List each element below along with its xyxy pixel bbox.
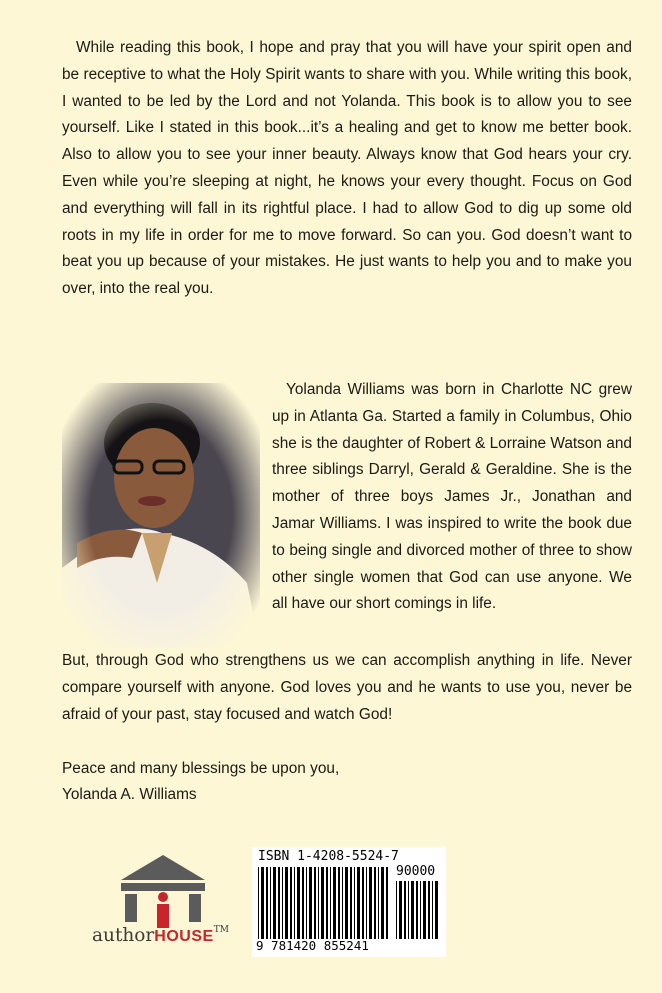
- publisher-name-author: author: [92, 925, 155, 946]
- trademark-symbol: TM: [213, 925, 229, 935]
- ean-barcode-bars: [258, 867, 392, 939]
- barcode-bar: [435, 881, 438, 939]
- barcode-bar: [270, 867, 271, 939]
- author-signature: Yolanda A. Williams: [62, 786, 197, 803]
- barcode-bar: [294, 867, 295, 939]
- barcode-bar: [318, 867, 319, 939]
- author-bio: Yolanda Williams was born in Charlotte NC grew up in Atlanta Ga. Started a family in Columbus, Ohio she is the daughter of Robert & Lorraine Watson and three siblings Darryl, Gerald & Geraldine. She is the mother of three boys James Jr., Jonathan and Jamar Williams. I was inspired to write the book due to being single and divorced mother of three to show other single women that God can use anyone. We all have our short comings in life.: [272, 381, 632, 613]
- barcode-bar: [326, 867, 328, 939]
- barcode-bar: [258, 867, 259, 939]
- ean-number: 9 781420 855241: [256, 938, 369, 953]
- barcode-bar: [408, 881, 409, 939]
- barcode-bar: [309, 867, 312, 939]
- barcode-bar: [278, 867, 280, 939]
- author-bio-continued: But, through God who strengthens us we can accomplish anything in life. Never compare yourself with anyone. God loves you and he wants to use you, never be afraid of your past, stay focused and watch God!: [62, 652, 632, 723]
- barcode-bar: [428, 881, 430, 939]
- barcode-bar: [333, 867, 336, 939]
- intro-paragraph: While reading this book, I hope and pray that you will have your spirit open and be receptive to what the Holy Spirit wants to share with you. While writing this book, I wanted to be led by the Lord and not Yolanda. This book is to allow you to see yourself. Like I stated in this book...it’s a healing and get to know me better book. Also to allow you to see your inner beauty. Always know that God hears your cry. Even while you’re sleeping at night, he knows your every thought. Focus on God and everything will fall in its rightful place. I had to allow God to dig up some old roots in my life in order for me to move forward. So can you. God doesn’t want to beat you up because of your mistakes. He just wants to help you and to make you over, into the real you.: [62, 39, 632, 298]
- barcode-bar: [290, 867, 292, 939]
- barcode-bar: [338, 867, 340, 939]
- barcode-bar: [374, 867, 376, 939]
- barcode-bar: [416, 881, 418, 939]
- barcode-bar: [282, 867, 283, 939]
- barcode-bar: [386, 867, 388, 939]
- barcode-bar: [306, 867, 307, 939]
- barcode-bar: [330, 867, 331, 939]
- barcode-bar: [261, 867, 264, 939]
- barcode-bar: [432, 881, 433, 939]
- barcode-bar: [399, 881, 402, 939]
- barcode-bar: [362, 867, 364, 939]
- barcode-bar: [369, 867, 372, 939]
- barcode-bar: [342, 867, 343, 939]
- barcode-bar: [381, 867, 384, 939]
- barcode-bar: [366, 867, 367, 939]
- publisher-name: [92, 925, 229, 946]
- barcode-bar: [321, 867, 324, 939]
- barcode-bar: [273, 867, 276, 939]
- isbn-label: ISBN 1-4208-5524-7: [258, 849, 399, 864]
- barcode-bar: [354, 867, 355, 939]
- barcode-bar: [285, 867, 288, 939]
- closing-blessing: Peace and many blessings be upon you,: [62, 760, 340, 777]
- isbn-barcode: [252, 847, 446, 957]
- addon-barcode-bars: [396, 881, 442, 939]
- barcode-bar: [297, 867, 300, 939]
- author-portrait-image: [62, 383, 260, 648]
- barcode-bar: [350, 867, 352, 939]
- barcode-bar: [345, 867, 348, 939]
- barcode-bar: [404, 881, 406, 939]
- barcode-bar: [357, 867, 360, 939]
- barcode-bar: [420, 881, 421, 939]
- author-photo: [62, 383, 260, 648]
- barcode-bar: [423, 881, 426, 939]
- barcode-bar: [266, 867, 268, 939]
- barcode-bar: [378, 867, 379, 939]
- price-code: 90000: [396, 864, 436, 879]
- barcode-bar: [302, 867, 304, 939]
- barcode-bar: [396, 881, 397, 939]
- barcode-bar: [411, 881, 414, 939]
- publisher-name-house: HOUSE: [154, 928, 214, 945]
- barcode-bar: [314, 867, 316, 939]
